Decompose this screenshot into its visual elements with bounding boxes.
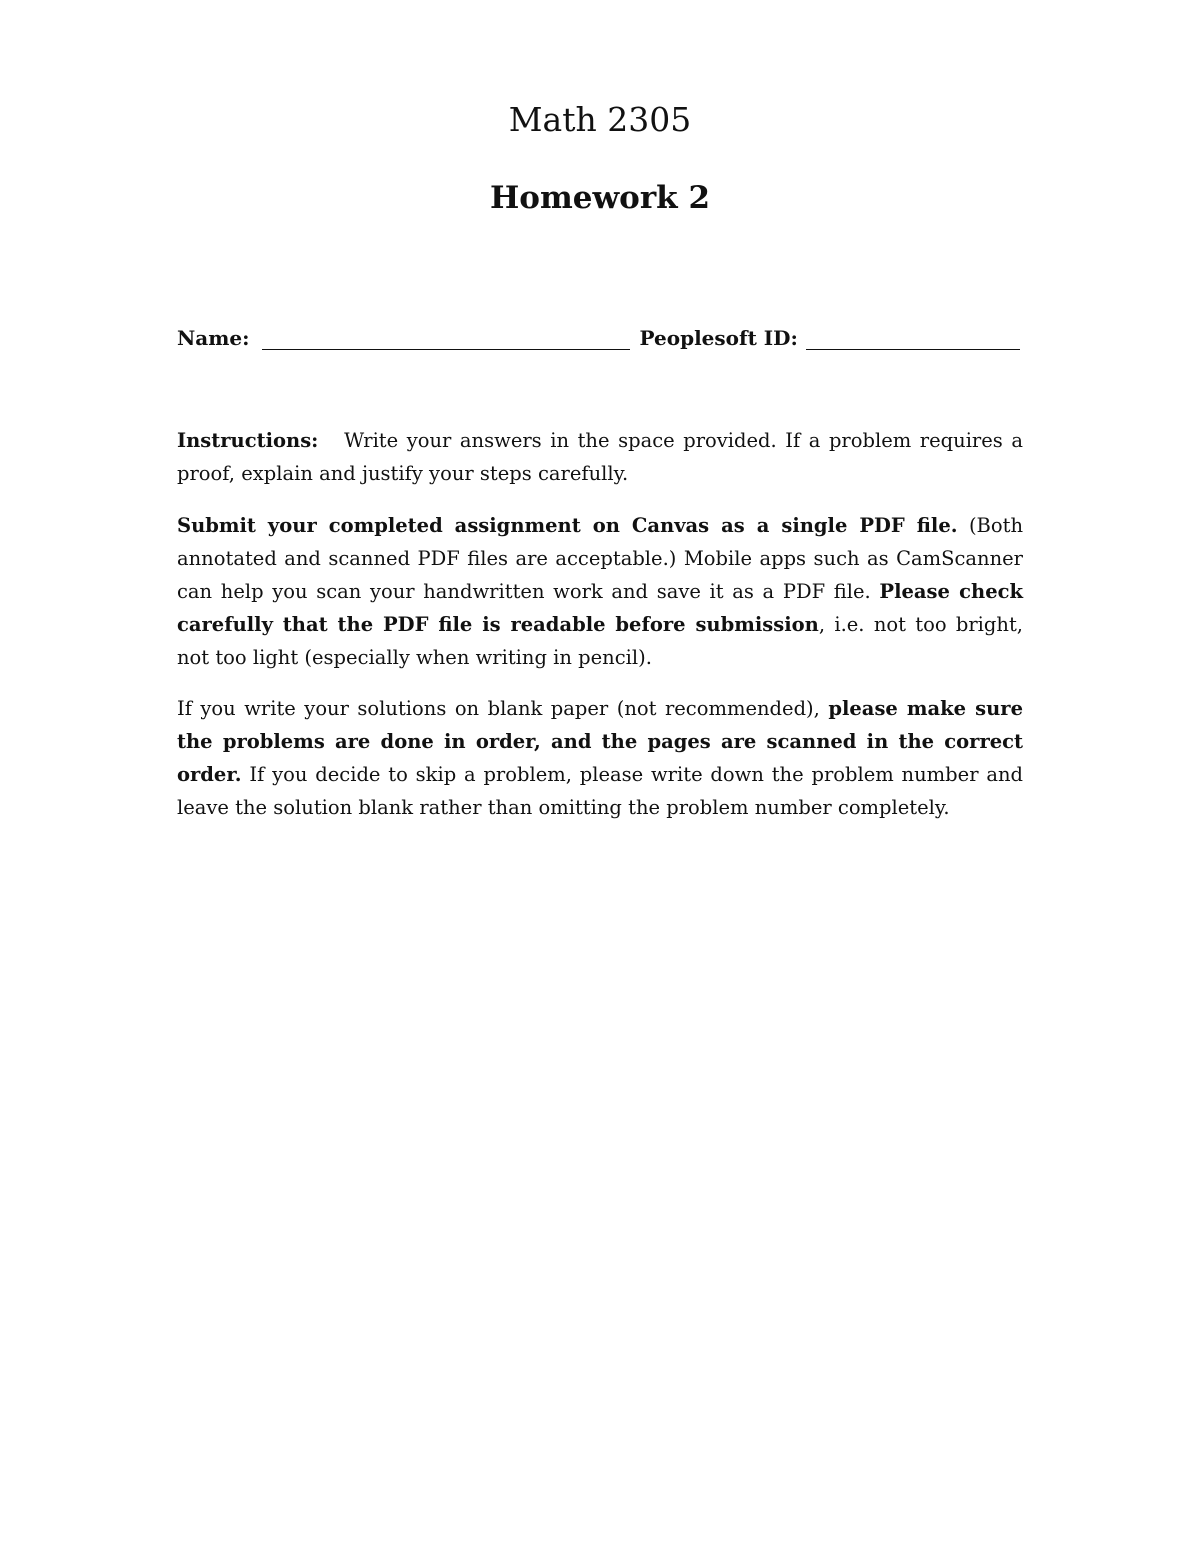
name-blank-line (262, 327, 630, 350)
submission-text-1: (Both annotated and scanned PDF files are acceptable.) Mobile apps such as CamScanner can help you scan your handwritten work and save it as a PDF file. (177, 514, 1024, 603)
peoplesoft-id-blank-line (806, 327, 1020, 350)
submission-bold-2: Please check carefully that the PDF file is readable before submission (177, 580, 1023, 636)
instructions-paragraph (177, 424, 1023, 490)
submission-text-2: , i.e. not too bright, not too light (especially when writing in pencil). (177, 613, 1023, 669)
peoplesoft-id-label: Peoplesoft ID: (639, 326, 798, 350)
order-note-text-2: If you decide to skip a problem, please write down the problem number and leave the solution blank rather than omitting the problem number completely. (177, 763, 1023, 819)
name-label: Name: (177, 326, 250, 350)
assignment-title: Homework 2 (489, 180, 711, 216)
order-note-text-1: If you write your solutions on blank paper (not recommended), (177, 697, 820, 720)
submission-bold-1: Submit your completed assignment on Canvas as a single PDF file. (177, 514, 958, 537)
order-note-paragraph (177, 692, 1023, 824)
course-title: Math 2305 (508, 100, 692, 139)
instructions-label: Instructions: (177, 429, 319, 452)
submission-paragraph (177, 509, 1023, 674)
student-info-row (177, 320, 1023, 350)
order-note-bold-1: please make sure the problems are done in order, and the pages are scanned in the correct order. (177, 697, 1023, 786)
instructions-text: Write your answers in the space provided. If a problem requires a proof, explain and justify your steps carefully. (177, 429, 1023, 485)
